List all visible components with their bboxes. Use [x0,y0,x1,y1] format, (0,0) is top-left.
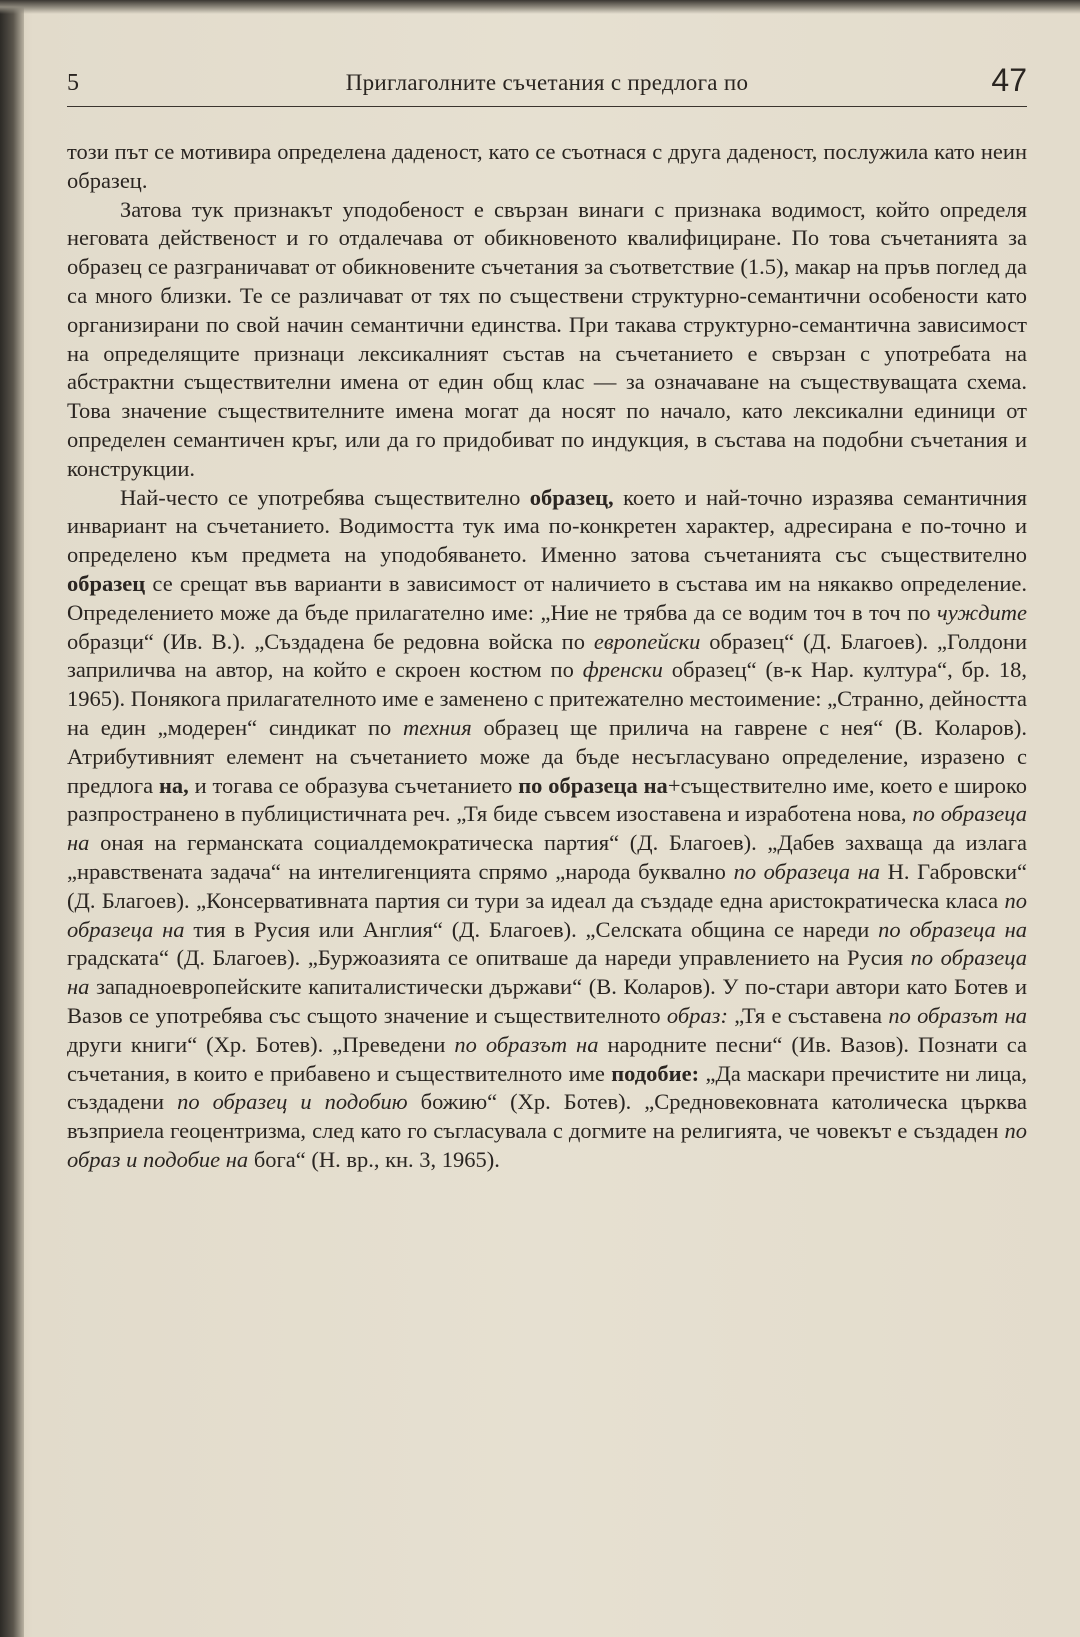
italic-term: по образеца на [67,887,1027,942]
text-run: оная на германската социалдемократическа партия“ (Д. Благоев). „Дабев захваща да излага „нравствената задача“ на интелигенцията спрямо „народа буквално [67,830,1027,884]
italic-term: по образ и подобие на [67,1118,1027,1172]
italic-term: по образеца на [878,916,1028,942]
text-run: западноевропейските капиталистически държави“ (В. Коларов). У по-стари автори като Ботев и Вазов се употребява със същото значение и съществителното [67,974,1027,1028]
text-run: и тогава се образува съчетанието [188,772,519,798]
italic-term: по образът на [454,1031,599,1057]
italic-term: по образът на [888,1002,1027,1028]
text-run: Н. Габровски“ (Д. Благоев). „Консервативната партия си тури за идеал да създаде една аристократическа класа [67,858,1027,913]
text-run: което и най-точно изразява семантичния инвариант на съчетанието. Водимостта тук има по-конкретен характер, адресирана е по-точно и определено към предмета на уподобяването. Именно затова съчетанията със съществително [67,484,1027,568]
page-top-shadow [0,0,1080,14]
bold-term: по образеца на [518,772,668,798]
text-run: този път се мотивира определена даденост, като се съотнася с друга даденост, послужила като неин образец. [67,139,1027,193]
text-run: тия в Русия или Англия“ (Д. Благоев). „Селската община се нареди [184,916,879,942]
text-run: образец ще прилича на гаврене с нея“ (В. Коларов). Атрибутивният елемент на съчетанието може да бъде несъгласувано определение, изразено с предлога [67,714,1028,798]
italic-term: техния [402,714,472,740]
text-run: Затова тук признакът уподобеност е свързан винаги с признака водимост, който определя неговата действеност и го отдалечава от обикновеното квалифициране. По това съчетанията за образец се разграничават от обикновените съчетания за съответствие (1.5), макар на пръв поглед да са много близки. Те се различават от тях по съществени структурно-семантични особености като организирани по свой начин семантични единства. При такава структурно-семантична зависимост на определящите признаци лексикалният състав на съчетанието е свързан с употребата на абстрактни съществителни имена от един общ клас — за означаване на съществуващата схема. Това значение съществителните имена могат да носят по начало, като лексикални единици от определен семантичен кръг, или да го придобиват по индукция, в състава на подобни съчетания и конструкции. [67,196,1027,481]
text-run: „Да маскари пречистите ни лица, създадени [67,1060,1027,1115]
italic-term: европейски [593,628,701,654]
italic-term: чуждите [937,599,1027,625]
body-text [67,138,1027,1175]
bold-term: подобие: [611,1060,700,1086]
section-number: 5 [67,70,79,96]
running-title: Приглаголните съчетания с предлога по [345,70,749,95]
bold-term: образец [67,570,146,596]
text-run: образци“ (Ив. В.). „Създадена бе редовна войска по [67,628,594,654]
header-rule [67,106,1027,107]
page-number: 47 [991,62,1027,98]
text-run: народните песни“ (Ив. Вазов). Познати са съчетания, в които е прибавено и съществителното име [67,1031,1027,1086]
paragraph [67,196,1027,484]
italic-term: образ: [666,1002,728,1028]
book-spine-shadow [0,0,24,1637]
text-run: образец“ (Д. Благоев). „Голдони заприличва на автор, на който е скроен костюм по [67,628,1027,683]
italic-term: френски [582,657,663,683]
italic-term: по образец и подобию [177,1089,408,1115]
italic-term: по образеца на [67,945,1027,1000]
text-run: бога“ (Н. вр., кн. 3, 1965). [248,1146,500,1172]
text-run: други книги“ (Хр. Ботев). „Преведени [67,1031,455,1057]
bold-term: на, [158,772,189,798]
paragraph [67,138,1027,196]
text-run: образец“ (в-к Нар. култура“, бр. 18, 1965). Понякога прилагателното име е заменено с притежателно местоимение: „Странно, дейността на един „модерен“ синдикат по [67,657,1028,740]
italic-term: по образеца на [733,858,881,884]
text-run: „Тя е съставена [727,1002,889,1028]
bold-term: образец, [529,484,614,510]
paragraph [67,484,1027,1175]
text-run: се срещат във варианти в зависимост от наличието в състава им на някакво определение. Определението може да бъде прилагателно име: „Ние не трябва да се водим точ в точ по [67,570,1027,625]
italic-term: по образеца на [67,801,1027,856]
text-run: Най-често се употребява съществително [120,484,530,510]
text-run: +съществително име, което е широко разпространено в публицистичната реч. „Тя биде съвсем изоставена и изработена нова, [67,772,1028,827]
running-header [67,62,1027,106]
text-run: божию“ (Хр. Ботев). „Средновековната католическа църква възприела геоцентризма, след като го съгласувала с догмите на религията, че човекът е създаден [67,1089,1027,1144]
text-run: градската“ (Д. Благоев). „Буржоазията се опитваше да нареди управлението на Русия [67,945,911,971]
